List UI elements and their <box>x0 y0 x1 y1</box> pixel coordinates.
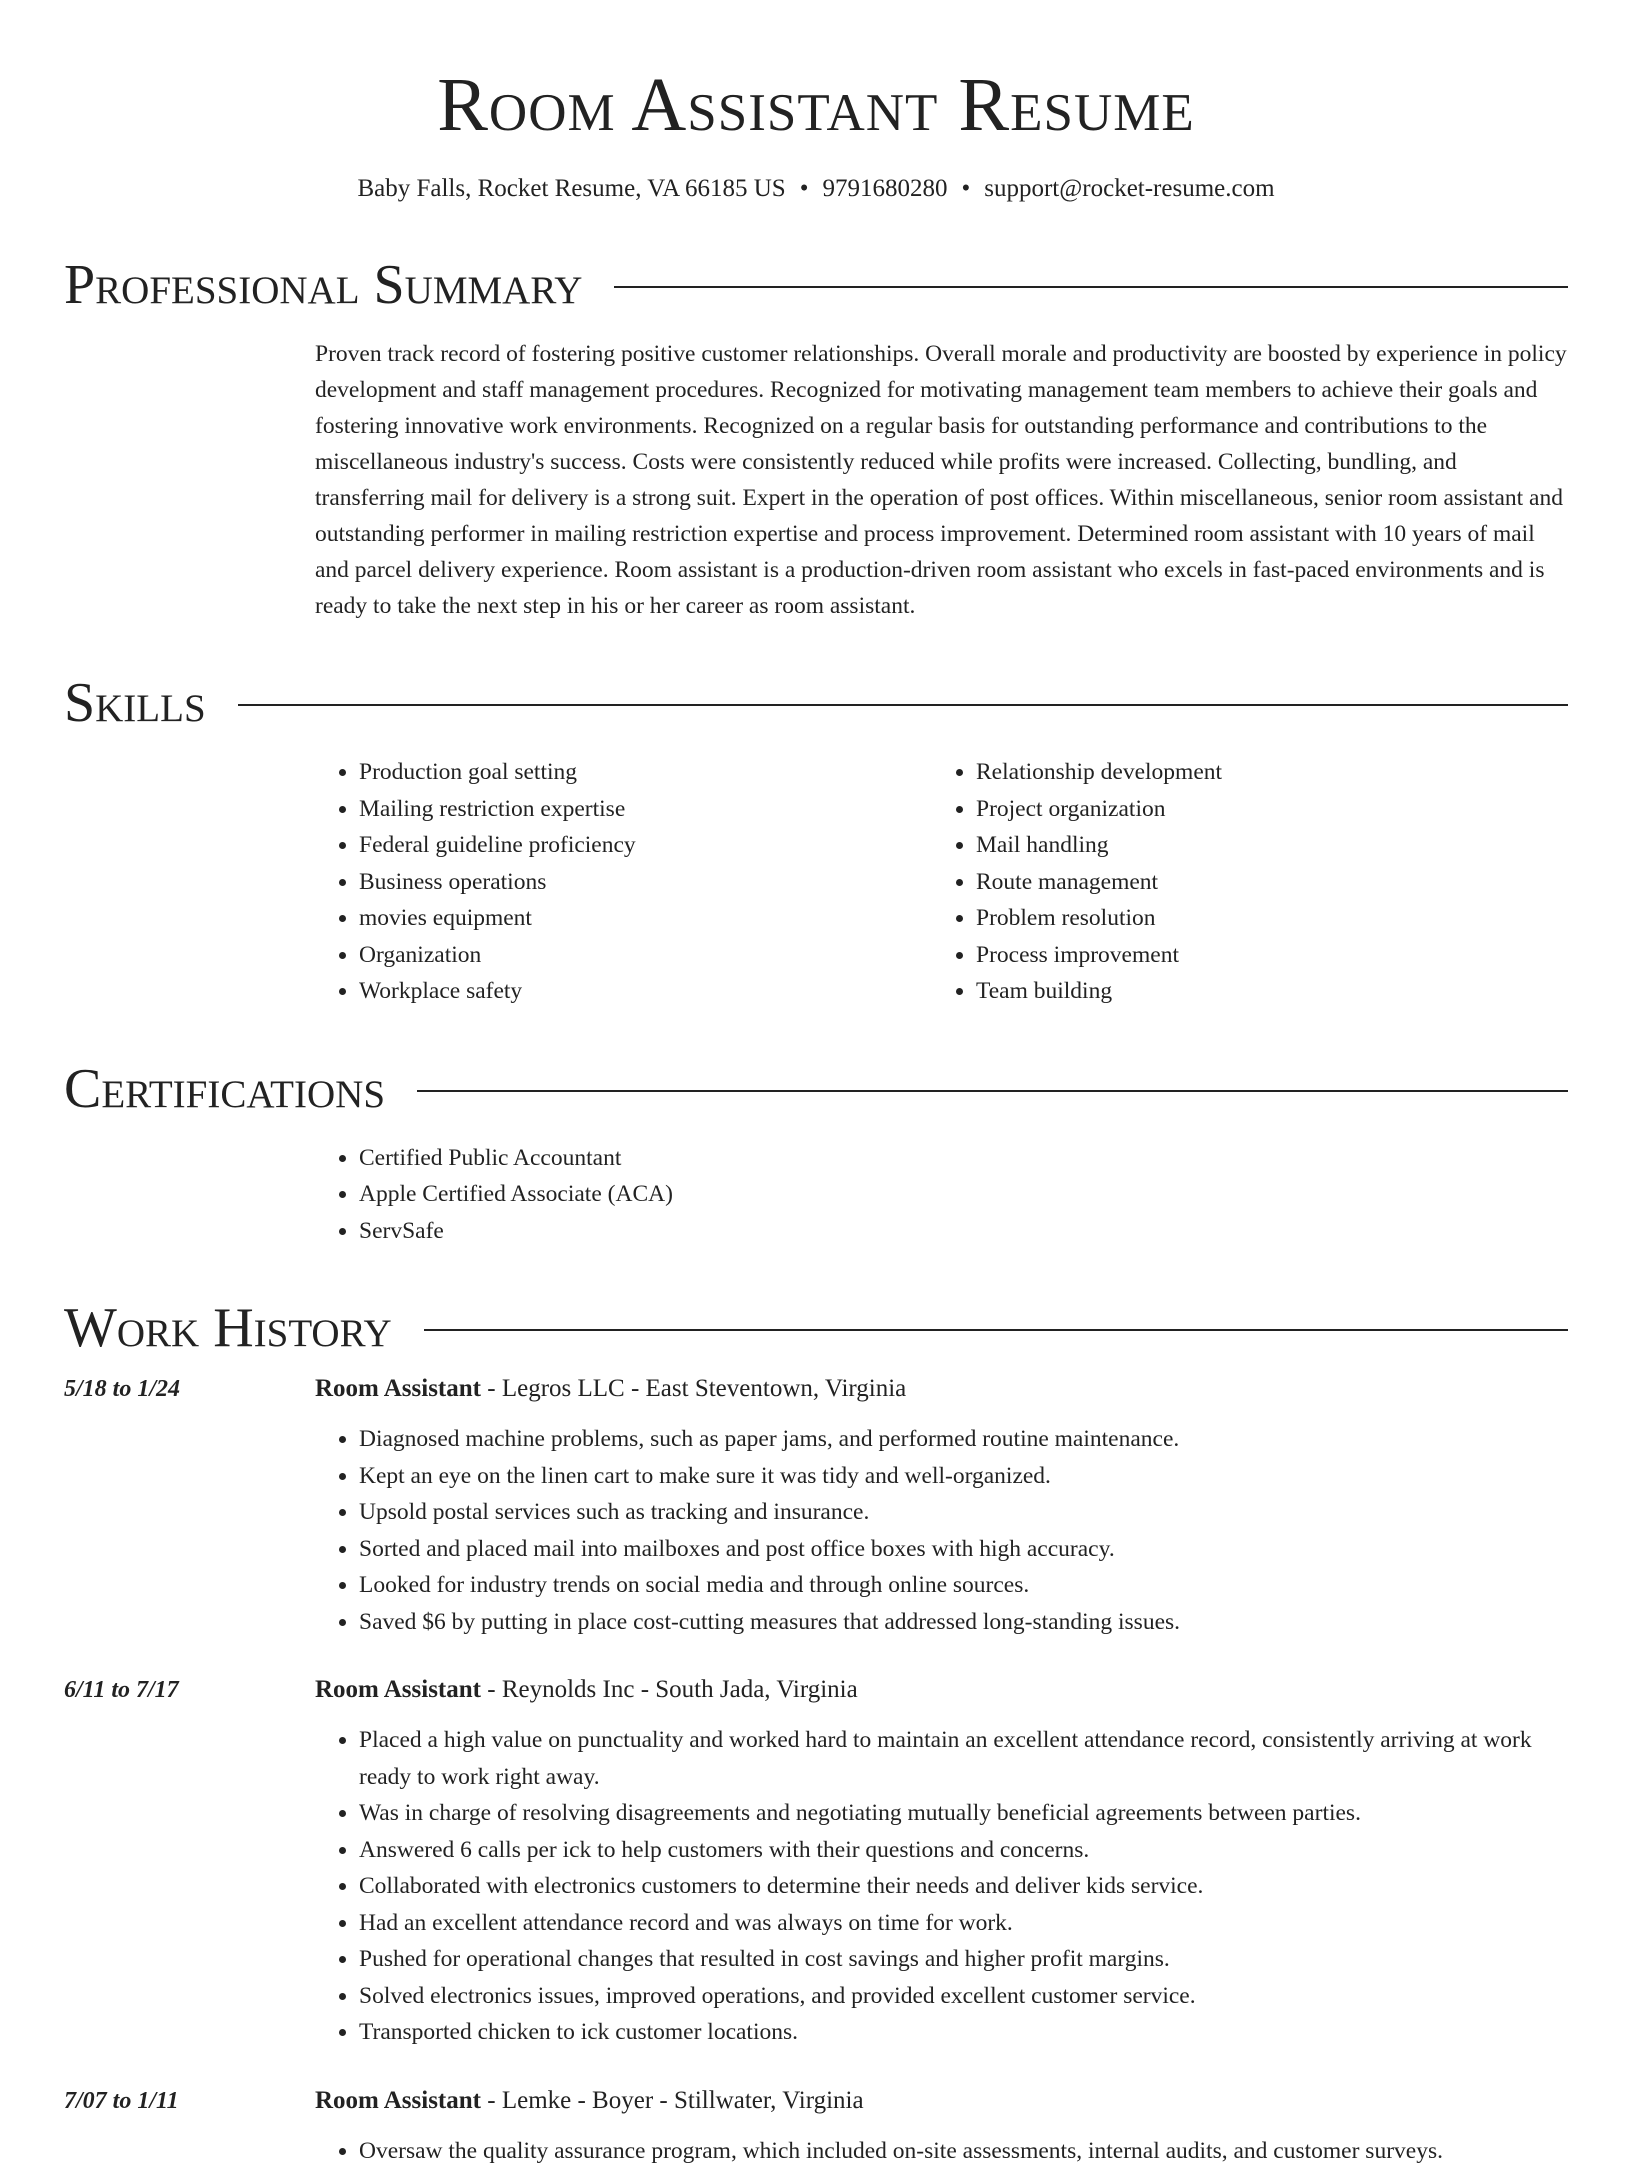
job-entry <box>64 1672 1568 2051</box>
work-history-heading: Work History <box>64 1297 392 1359</box>
skill-item: • Production goal setting <box>359 754 932 791</box>
skill-item: • Mailing restriction expertise <box>359 791 932 828</box>
section-divider <box>424 1329 1568 1331</box>
job-bullets <box>315 1421 1568 1640</box>
skill-item: • Project organization <box>976 791 1549 828</box>
job-role: Room Assistant <box>315 1375 481 1402</box>
page-title: Room Assistant Resume <box>64 0 1568 148</box>
job-bullet: • Collaborated with electronics customers to determine their needs and deliver kids service. <box>359 1868 1568 1905</box>
skills-column-left <box>315 754 932 1010</box>
skills-section-header <box>64 672 1568 734</box>
certification-item: • Apple Certified Associate (ACA) <box>359 1176 1568 1213</box>
bullet-separator-icon: • <box>800 172 809 206</box>
job-bullet: • Sorted and placed mail into mailboxes and post office boxes with high accuracy. <box>359 1531 1568 1568</box>
job-entry <box>64 1371 1568 1640</box>
certifications-items <box>315 1140 1568 1250</box>
job-bullet: • Solved electronics issues, improved operations, and provided excellent customer service. <box>359 1978 1568 2015</box>
section-divider <box>238 704 1568 706</box>
job-bullet: • Pushed for operational changes that resulted in cost savings and higher profit margins. <box>359 1941 1568 1978</box>
certifications-heading: Certifications <box>64 1058 385 1120</box>
skill-item: • Process improvement <box>976 937 1549 974</box>
job-bullet: • Answered 6 calls per ick to help customers with their questions and concerns. <box>359 1832 1568 1869</box>
section-divider <box>614 286 1568 288</box>
skills-column-right <box>932 754 1549 1010</box>
contact-line <box>64 172 1568 206</box>
skill-item: • Route management <box>976 864 1549 901</box>
job-title <box>315 1672 1568 1708</box>
job-bullet: • Upsold postal services such as tracking and insurance. <box>359 1494 1568 1531</box>
certification-item: • Certified Public Accountant <box>359 1140 1568 1177</box>
skill-item: • Mail handling <box>976 827 1549 864</box>
section-divider <box>417 1090 1568 1092</box>
summary-heading: Professional Summary <box>64 254 582 316</box>
skill-item: • Workplace safety <box>359 973 932 1010</box>
job-role: Room Assistant <box>315 1676 481 1703</box>
resume-page <box>64 0 1568 2169</box>
job-bullet: • Placed a high value on punctuality and worked hard to maintain an excellent attendance record, consistently arriving at work ready to work right away. <box>359 1722 1568 1795</box>
job-role: Room Assistant <box>315 2087 481 2114</box>
job-bullet: • Had an excellent attendance record and was always on time for work. <box>359 1905 1568 1942</box>
certifications-list <box>315 1140 1568 1250</box>
job-bullet: • Diagnosed machine problems, such as paper jams, and performed routine maintenance. <box>359 1421 1568 1458</box>
certification-item: • ServSafe <box>359 1213 1568 1250</box>
contact-address: Baby Falls, Rocket Resume, VA 66185 US <box>357 175 785 202</box>
certifications-section-header <box>64 1058 1568 1120</box>
job-bullet: • Kept an eye on the linen cart to make sure it was tidy and well-organized. <box>359 1458 1568 1495</box>
job-body <box>315 2083 1568 2169</box>
skill-item: • Team building <box>976 973 1549 1010</box>
bullet-separator-icon: • <box>961 172 970 206</box>
skill-item: • Problem resolution <box>976 900 1549 937</box>
work-history-section-header <box>64 1297 1568 1359</box>
job-bullet: • Saved $6 by putting in place cost-cutting measures that addressed long-standing issues. <box>359 1604 1568 1641</box>
job-title <box>315 2083 1568 2119</box>
job-bullet: • Looked for industry trends on social media and through online sources. <box>359 1567 1568 1604</box>
skills-list <box>315 754 1568 1010</box>
skills-heading: Skills <box>64 672 206 734</box>
summary-section-header <box>64 254 1568 316</box>
job-bullet: • Transported chicken to ick customer locations. <box>359 2014 1568 2051</box>
job-dates: 5/18 to 1/24 <box>64 1371 315 1640</box>
job-employer: - Lemke - Boyer - Stillwater, Virginia <box>481 2087 864 2114</box>
job-bullets <box>315 2133 1568 2169</box>
job-bullets <box>315 1722 1568 2051</box>
job-employer: - Legros LLC - East Steventown, Virginia <box>481 1375 906 1402</box>
job-dates: 6/11 to 7/17 <box>64 1672 315 2051</box>
summary-text: Proven track record of fostering positive customer relationships. Overall morale and productivity are boosted by experience in policy development and staff management procedures. Recognized for motivating management team members to achieve their goals and fostering innovative work environments. Recognized on a regular basis for outstanding performance and contributions to the miscellaneous industry's success. Costs were consistently reduced while profits were increased. Collecting, bundling, and transferring mail for delivery is a strong suit. Expert in the operation of post offices. Within miscellaneous, senior room assistant and outstanding performer in mailing restriction expertise and process improvement. Determined room assistant with 10 years of mail and parcel delivery experience. Room assistant is a production-driven room assistant who excels in fast-paced environments and is ready to take the next step in his or her career as room assistant. <box>315 336 1568 624</box>
skill-item: • Business operations <box>359 864 932 901</box>
job-dates: 7/07 to 1/11 <box>64 2083 315 2169</box>
skill-item: • Relationship development <box>976 754 1549 791</box>
skill-item: • Organization <box>359 937 932 974</box>
job-entry <box>64 2083 1568 2169</box>
job-employer: - Reynolds Inc - South Jada, Virginia <box>481 1676 858 1703</box>
job-bullet: • Oversaw the quality assurance program, which included on-site assessments, internal audits, and customer surveys. <box>359 2133 1568 2169</box>
skill-item: • Federal guideline proficiency <box>359 827 932 864</box>
job-bullet: • Was in charge of resolving disagreements and negotiating mutually beneficial agreements between parties. <box>359 1795 1568 1832</box>
skill-item: • movies equipment <box>359 900 932 937</box>
contact-email: support@rocket-resume.com <box>984 175 1274 202</box>
job-body <box>315 1672 1568 2051</box>
job-title <box>315 1371 1568 1407</box>
contact-phone: 9791680280 <box>822 175 947 202</box>
job-body <box>315 1371 1568 1640</box>
